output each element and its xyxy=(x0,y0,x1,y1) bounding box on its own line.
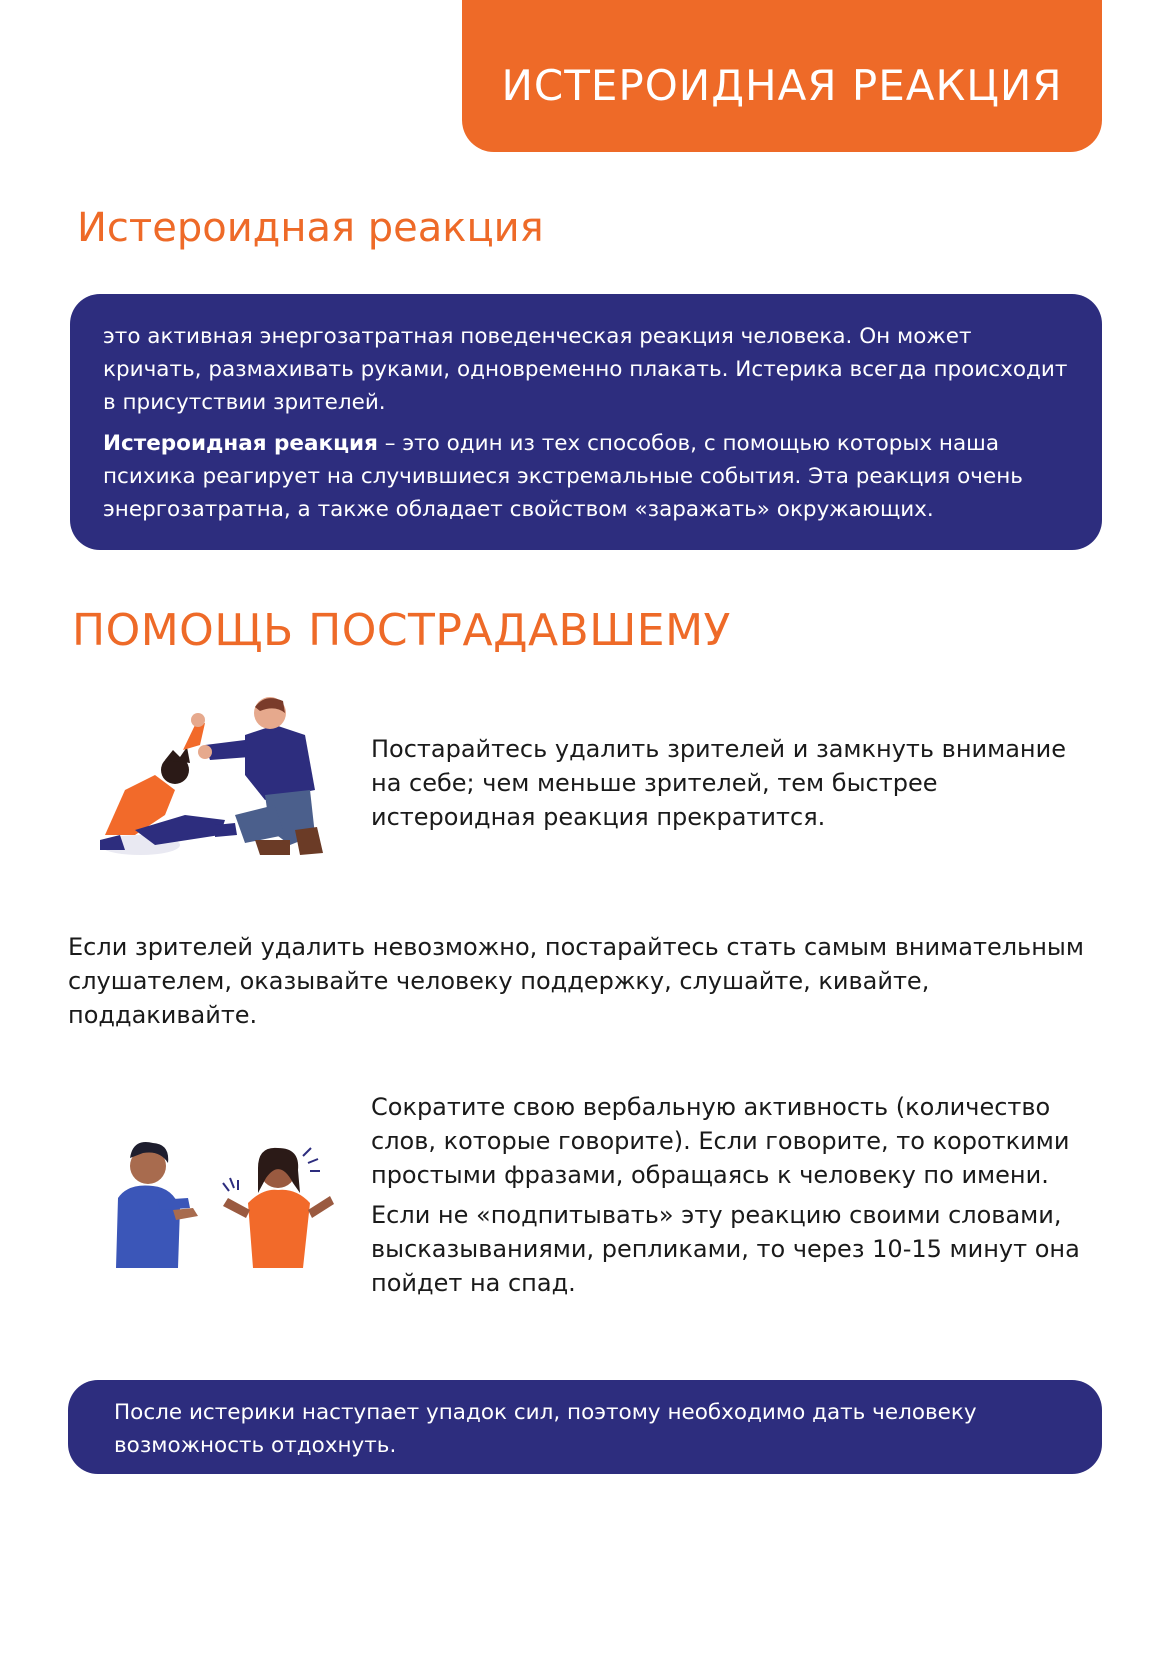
conversation-illustration xyxy=(98,1138,348,1268)
rest-note: После истерики наступает упадок сил, поэтому необходимо дать человеку возможность отдохнуть. xyxy=(114,1400,977,1458)
definition-term: Истероидная реакция xyxy=(103,431,378,456)
banner-title: ИСТЕРОИДНАЯ РЕАКЦИЯ xyxy=(501,60,1063,110)
definition-heading: Истероидная реакция xyxy=(77,205,544,251)
tip-verbal-activity xyxy=(371,1090,1101,1300)
tip-do-not-feed: Если не «подпитывать» эту реакцию своими словами, высказываниями, репликами, то через 10-15 минут она пойдет на спад. xyxy=(371,1201,1080,1297)
definition-paragraph-1: это активная энергозатратная поведенческая реакция человека. Он может кричать, размахивать руками, одновременно плакать. Истерика всегда происходит в присутствии зрителей. xyxy=(103,324,1068,415)
tip-remove-spectators: Постарайтесь удалить зрителей и замкнуть внимание на себе; чем меньше зрителей, тем быстрее истероидная реакция прекратится. xyxy=(371,735,1066,831)
definition-paragraph-2-text: – это один из тех способов, с помощью которых наша психика реагирует на случившиеся экстремальные события. Эта реакция очень энергозатратна, а также обладает свойством «заражать» окружающих. xyxy=(103,431,1023,522)
rest-note-box xyxy=(68,1380,1102,1474)
help-section-title: ПОМОЩЬ ПОСТРАДАВШЕМУ xyxy=(72,605,731,656)
tip-short-phrases: Сократите свою вербальную активность (количество слов, которые говорите). Если говорите, то короткими простыми фразами, обращаясь к человеку по имени. xyxy=(371,1093,1070,1189)
definition-paragraph-2 xyxy=(103,427,1068,526)
title-banner xyxy=(462,0,1102,152)
tip-active-listening: Если зрителей удалить невозможно, постарайтесь стать самым внимательным слушателем, оказывайте человеку поддержку, слушайте, кивайте, поддакивайте. xyxy=(68,933,1084,1029)
definition-box xyxy=(70,294,1102,550)
comforting-illustration xyxy=(95,695,345,870)
